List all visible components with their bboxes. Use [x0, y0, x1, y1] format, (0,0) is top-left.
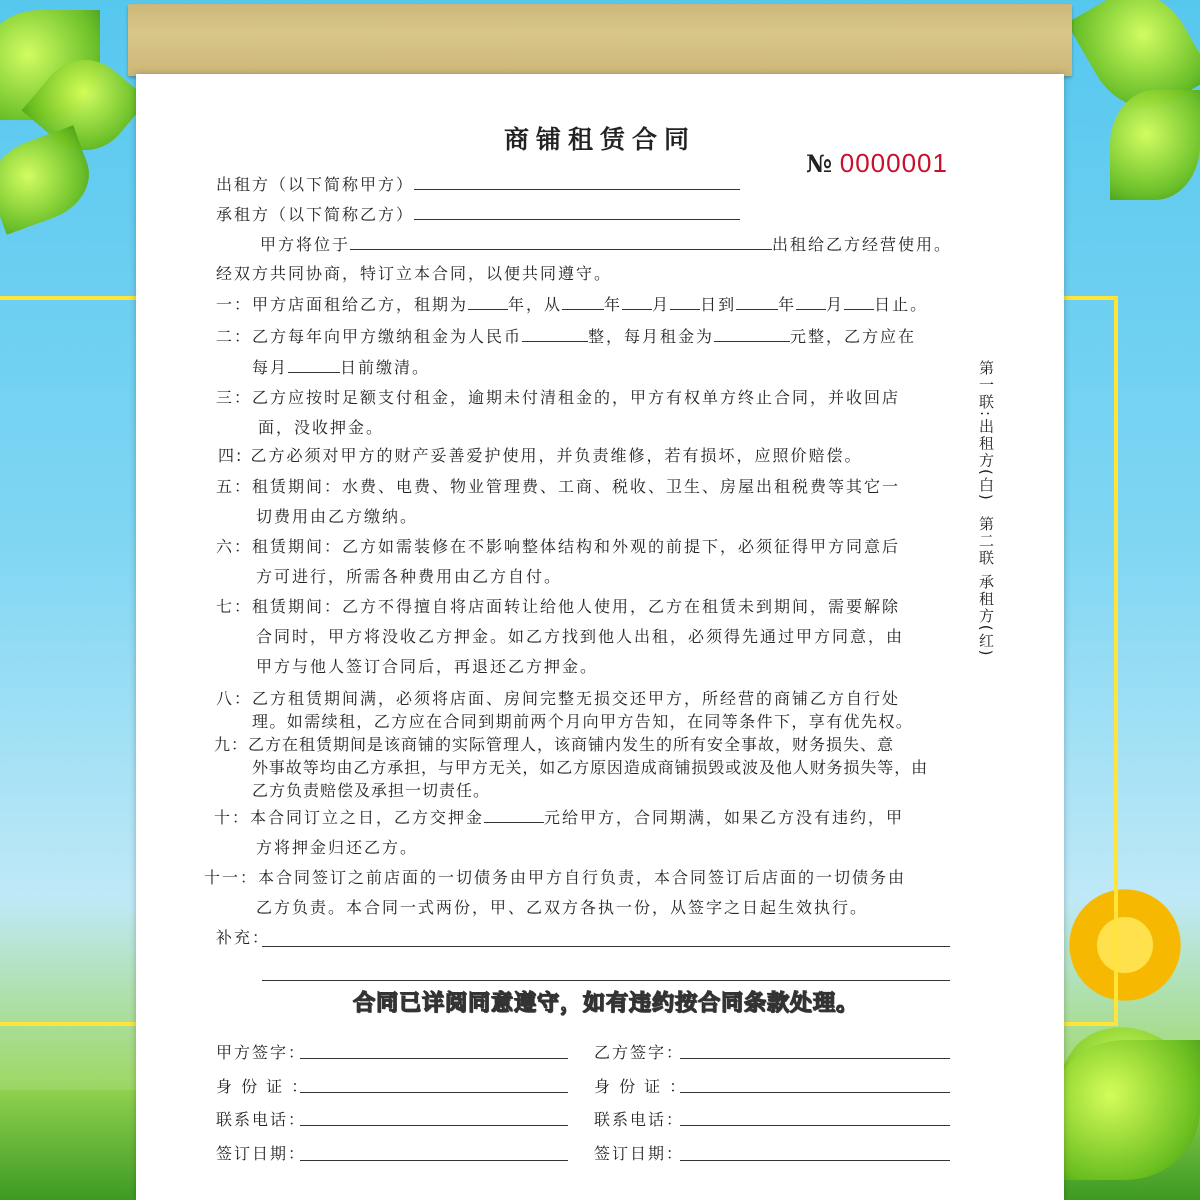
supplement-label: 补充：	[216, 928, 271, 947]
lessee-date-label: 签订日期：	[594, 1144, 685, 1163]
lessee-signature-field[interactable]	[680, 1058, 950, 1059]
clause-6-cont: 方可进行，所需各种费用由乙方自付。	[256, 567, 563, 586]
lessor-date-label: 签订日期：	[216, 1144, 307, 1163]
clause-7: 七：租赁期间：乙方不得擅自将店面转让给他人使用，乙方在租赁未到期间，需要解除	[216, 597, 901, 616]
lessor-blank[interactable]	[414, 174, 740, 190]
clause-8: 八：乙方租赁期间满，必须将店面、房间完整无损交还甲方，所经营的商铺乙方自行处	[216, 689, 901, 708]
lessee-blank[interactable]	[414, 204, 740, 220]
lessee-id-field[interactable]	[680, 1092, 950, 1093]
location-line: 甲方将位于 出租给乙方经营使用。	[260, 235, 953, 254]
copy-note-2: 第二联 承租方(红)	[977, 516, 995, 658]
lessee-phone-label: 联系电话：	[594, 1110, 685, 1129]
agreement-line: 经双方共同协商，特订立本合同，以便共同遵守。	[216, 264, 613, 283]
lessee-line: 承租方（以下简称乙方）	[216, 204, 740, 225]
clause-11-cont: 乙方负责。本合同一式两份，甲、乙双方各执一份，从签字之日起生效执行。	[256, 898, 869, 917]
clause-2-cont: 每月 日前缴清。	[252, 358, 431, 377]
clause-9-cont-1: 外事故等均由乙方承担，与甲方无关，如乙方原因造成商铺损毁或波及他人财务损失等，由	[252, 758, 929, 777]
clause-1: 一：甲方店面租给乙方，租期为 年，从 年 月 日到 年 月 日止。	[216, 295, 929, 314]
location-blank[interactable]	[350, 234, 772, 250]
document-title: 商铺租赁合同	[503, 125, 696, 154]
lessor-phone-field[interactable]	[300, 1125, 568, 1126]
clause-7-cont-1: 合同时，甲方将没收乙方押金。如乙方找到他人出租，必须得先通过甲方同意，由	[256, 627, 905, 646]
clause-6: 六：租赁期间：乙方如需装修在不影响整体结构和外观的前提下，必须征得甲方同意后	[216, 537, 901, 556]
lessee-phone-field[interactable]	[680, 1125, 950, 1126]
lessor-id-label: 身 份 证 ：	[216, 1077, 310, 1096]
clause-10: 十：本合同订立之日，乙方交押金 元给甲方，合同期满，如果乙方没有违约，甲	[214, 808, 905, 827]
lessor-signature-field[interactable]	[300, 1058, 568, 1059]
supplement-line-2[interactable]	[262, 980, 950, 981]
clause-5: 五：租赁期间：水费、电费、物业管理费、工商、税收、卫生、房屋出租税费等其它一	[216, 477, 901, 496]
lessor-date-field[interactable]	[300, 1160, 568, 1161]
lessor-id-field[interactable]	[300, 1092, 568, 1093]
clause-2: 二：乙方每年向甲方缴纳租金为人民币 整，每月租金为 元整，乙方应在	[216, 327, 917, 346]
clause-11: 十一：本合同签订之前店面的一切债务由甲方自行负责，本合同签订后店面的一切债务由	[204, 868, 907, 887]
scroll-rod	[128, 4, 1072, 76]
clause-5-cont: 切费用由乙方缴纳。	[256, 507, 419, 526]
lessee-id-label: 身 份 证 ：	[594, 1077, 688, 1096]
clause-9-cont-2: 乙方负责赔偿及承担一切责任。	[252, 781, 491, 800]
agreement-notice: 合同已详阅同意遵守，如有违约按合同条款处理。	[352, 991, 859, 1016]
lessor-line: 出租方（以下简称甲方）	[216, 174, 740, 195]
lessee-signature-label: 乙方签字：	[594, 1043, 685, 1062]
clause-3: 三：乙方应按时足额支付租金，逾期未付清租金的，甲方有权单方终止合同，并收回店	[216, 388, 901, 407]
clause-8-cont: 理。如需续租，乙方应在合同到期前两个月向甲方告知，在同等条件下，享有优先权。	[252, 712, 914, 731]
clause-3-cont: 面，没收押金。	[258, 418, 385, 437]
clause-9: 九：乙方在租赁期间是该商铺的实际管理人，该商铺内发生的所有安全事故，财务损失、意	[214, 735, 895, 754]
lessor-phone-label: 联系电话：	[216, 1110, 307, 1129]
clause-4: 四: 乙方必须对甲方的财产妥善爱护使用，并负责维修，若有损坏，应照价赔偿。	[218, 446, 863, 465]
supplement-line-1[interactable]	[262, 946, 950, 947]
serial-number: № 0000001	[806, 148, 948, 178]
clause-10-cont: 方将押金归还乙方。	[256, 838, 419, 857]
copy-note-1: 第一联:出租方(白)	[977, 360, 995, 502]
clause-7-cont-2: 甲方与他人签订合同后，再退还乙方押金。	[256, 657, 599, 676]
lessor-signature-label: 甲方签字：	[216, 1043, 307, 1062]
lessee-date-field[interactable]	[680, 1160, 950, 1161]
